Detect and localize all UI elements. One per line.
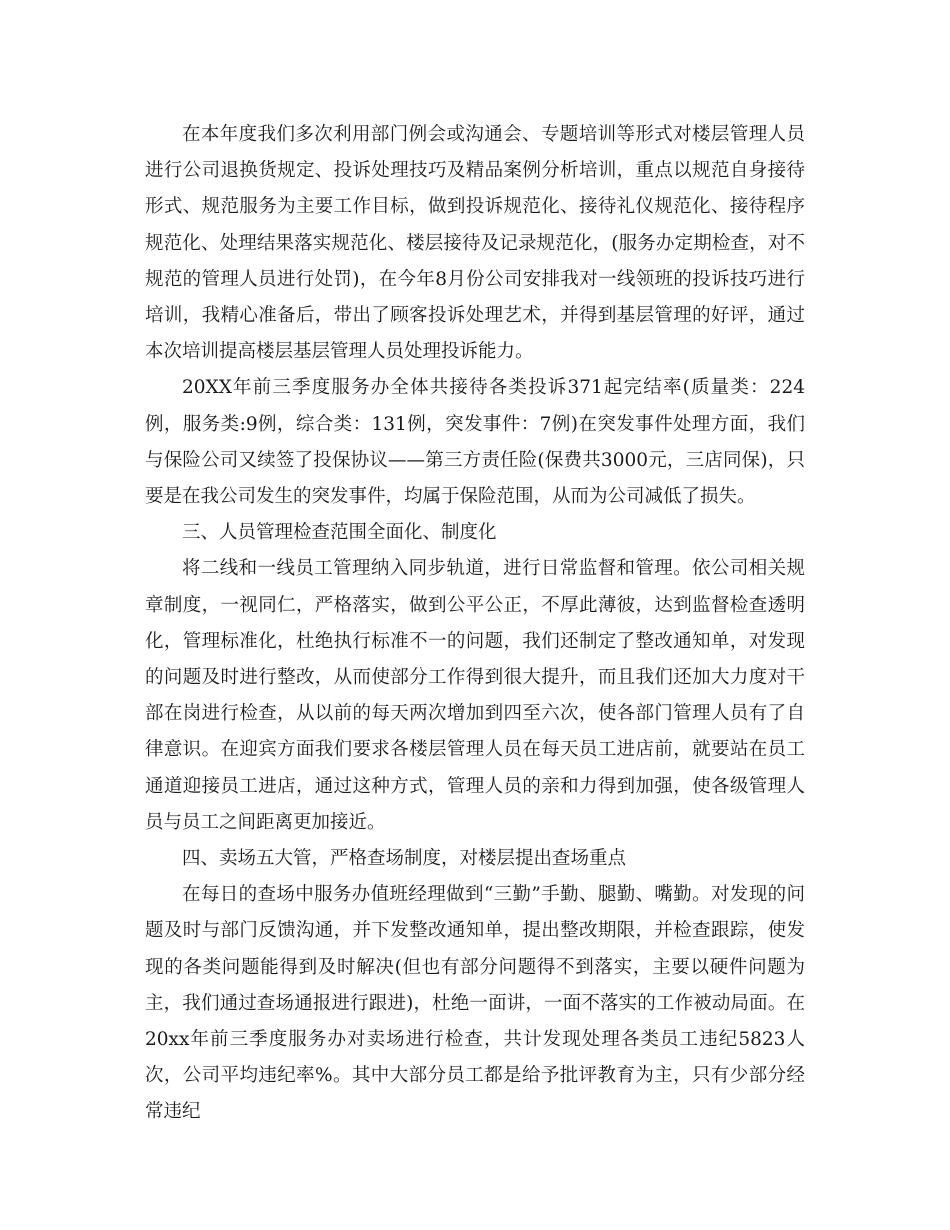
paragraph-complaint-statistics: 20XX年前三季度服务办全体共接待各类投诉371起完结率(质量类：224例，服务类:9例，综合类：131例，突发事件：7例)在突发事件处理方面，我们与保险公司又续签了投保协议——第三方责任险(保费共3000元，三店同保)，只要是在我公司发生的突发事件，均属于保险范围，从而为公司减低了损失。 (145, 377, 805, 508)
paragraph-staff-management: 将二线和一线员工管理纳入同步轨道，进行日常监督和管理。依公司相关规章制度，一视同仁，严格落实，做到公平公正，不厚此薄彼，达到监督检查透明化，管理标准化，杜绝执行标准不一的问题，我们还制定了整改通知单，对发现的问题及时进行整改，从而使部分工作得到很大提升，而且我们还加大力度对干部在岗进行检查，从以前的每天两次增加到四至六次，使各部门管理人员有了自律意识。在迎宾方面我们要求各楼层管理人员在每天员工进店前，就要站在员工通道迎接员工进店，通过这种方式，管理人员的亲和力得到加强，使各级管理人员与员工之间距离更加接近。 (145, 558, 805, 833)
section-heading-staff-management: 三、人员管理检查范围全面化、制度化 (182, 522, 497, 544)
section-heading-sales-floor: 四、卖场五大管，严格查场制度，对楼层提出查场重点 (182, 848, 627, 870)
document-body (145, 117, 805, 1131)
paragraph-sales-floor-inspection: 在每日的查场中服务办值班经理做到“三勤”手勤、腿勤、嘴勤。对发现的问题及时与部门反馈沟通，并下发整改通知单，提出整改期限，并检查跟踪，使发现的各类问题能得到及时解决(但也有部分问题得不到落实，主要以硬件问题为主，我们通过查场通报进行跟进)，杜绝一面讲，一面不落实的工作被动局面。在20xx年前三季度服务办对卖场进行检查，共计发现处理各类员工违纪5823人次，公司平均违纪率%。其中大部分员工都是给予批评教育为主，只有少部分经常违纪 (145, 884, 805, 1123)
paragraph-complaint-training: 在本年度我们多次利用部门例会或沟通会、专题培训等形式对楼层管理人员进行公司退换货规定、投诉处理技巧及精品案例分析培训，重点以规范自身接待形式、规范服务为主要工作目标，做到投诉规范化、接待礼仪规范化、接待程序规范化、处理结果落实规范化、楼层接待及记录规范化，(服务办定期检查，对不规范的管理人员进行处罚)，在今年8月份公司安排我对一线领班的投诉技巧进行培训，我精心准备后，带出了顾客投诉处理艺术，并得到基层管理的好评，通过本次培训提高楼层基层管理人员处理投诉能力。 (145, 124, 805, 363)
